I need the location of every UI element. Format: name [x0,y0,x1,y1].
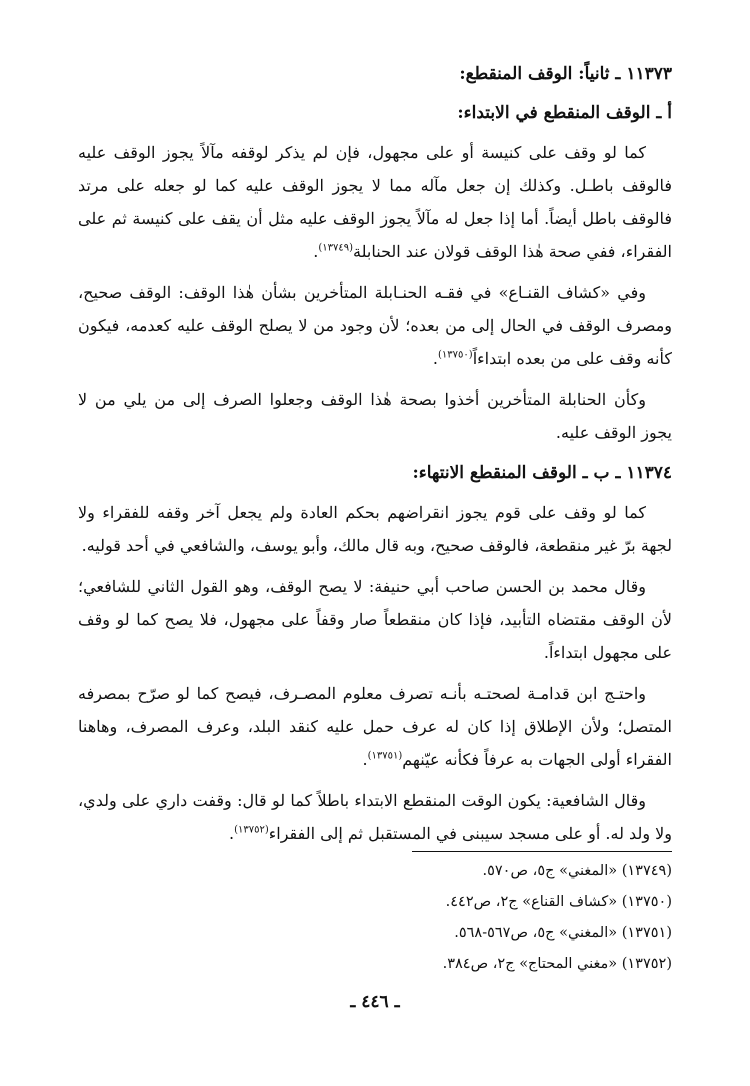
subheading-interrupted-start: أ ـ الوقف المنقطع في الابتداء: [457,103,672,123]
paragraph: كما لو وقف على قوم يجوز انقراضهم بحكم العادة ولم يجعل آخر وقفه للفقراء ولا لجهة برّ غير منقطعة، فالوقف صحيح، وبه قال مالك، وأبو يوسف، والشافعي في أحد قوليه. [78,503,672,555]
page-number: ـ ٤٤٦ ـ [350,992,400,1012]
footnotes [78,856,672,980]
section-heading-1374: ١١٣٧٤ ـ ب ـ الوقف المنقطع الانتهاء: [412,463,672,483]
paragraph: وقال الشافعية: يكون الوقت المنقطع الابتداء باطلاً كما لو قال: وقفت داري على ولدي، ولا ولد له. أو على مسجد سيبنى في المستقبل ثم إلى الفقراء$^{(١٣٧٥٢)}$. [78,791,672,843]
footnote-reference[interactable]: (١٣٧٤٩) [318,242,354,254]
paragraph: كما لو وقف على كنيسة أو على مجهول، فإن لم يذكر لوقفه مآلاً يجوز الوقف عليه فالوقف باطـل. وكذلك إن جعل مآله مما لا يجوز الوقف عليه كما لو جعله على مرتد فالوقف باطل أيضاً. أما إذا جعل له مآلاً يجوز الوقف عليه مثل أن يقف على كنيسة ثم على الفقراء، ففي صحة هٰذا الوقف قولان عند الحنابلة$^{(١٣٧٤٩)}$. [78,143,672,261]
paragraph: واحتـج ابن قدامـة لصحتـه بأنـه تصرف معلوم المصـرف، فيصح كما لو صرّح بمصرفه المتصل؛ ولأن الإطلاق إذا كان له عرف حمل عليه كنقد البلد، وعرف المصرف، وهاهنا الفقراء أولى الجهات به عرفاً فكأنه عيّنهم$^{(١٣٧٥١)}$. [78,684,672,769]
section-heading-1373: ١١٣٧٣ ـ ثانياً: الوقف المنقطع: [459,64,672,84]
footnote-reference[interactable]: (١٣٧٥٢) [234,824,269,836]
footnote-reference[interactable]: (١٣٧٥١) [367,750,403,762]
footnote-divider [412,851,672,852]
paragraph: وكأن الحنابلة المتأخرين أخذوا بصحة هٰذا الوقف وجعلوا الصرف إلى من يلي من لا يجوز الوقف عليه. [78,390,672,442]
footnote-reference[interactable]: (١٣٧٥٠) [438,349,473,361]
footnote: (١٣٧٥٢) «مغني المحتاج» ج٢، ص٣٨٤. [442,956,672,972]
paragraph: وفي «كشاف القنـاع» في فقـه الحنـابلة المتأخرين بشأن هٰذا الوقف: الوقف صحيح، ومصرف الوقف في الحال إلى من بعده؛ لأن وجود من لا يصلح الوقف عليه كعدمه، فيكون كأنه وقف على من بعده ابتداءاً$^{(١٣٧٥٠)}$. [78,283,672,368]
footnote: (١٣٧٤٩) «المغني» ج٥، ص٥٧٠. [482,863,672,879]
footnote: (١٣٧٥١) «المغني» ج٥، ص٥٦٧-٥٦٨. [454,925,672,941]
footnote: (١٣٧٥٠) «كشاف القناع» ج٢، ص٤٤٢. [445,894,672,910]
main-text [78,58,672,858]
paragraph: وقال محمد بن الحسن صاحب أبي حنيفة: لا يصح الوقف، وهو القول الثاني للشافعي؛ لأن الوقف مقتضاه التأبيد، فإذا كان منقطعاً صار وقفاً على مجهول، فلا يصح كما لو وقف على مجهول ابتداءاً. [78,577,672,662]
